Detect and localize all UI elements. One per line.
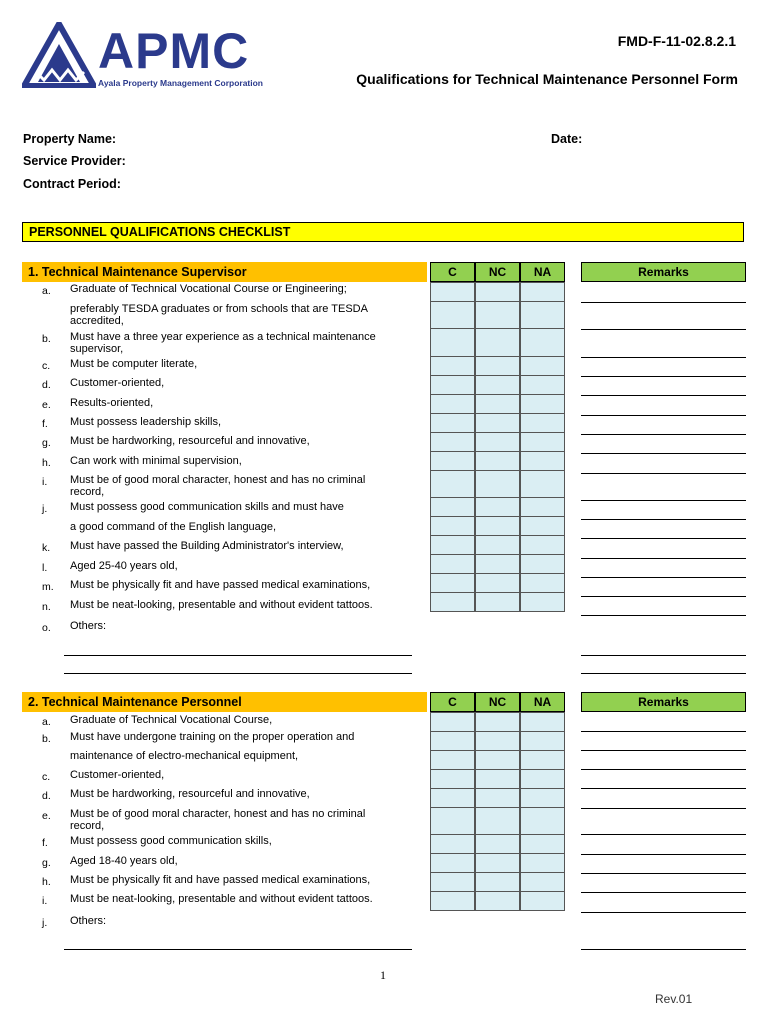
remarks-line[interactable] — [581, 769, 746, 770]
c-checkbox-cell[interactable] — [430, 769, 475, 789]
nc-checkbox-cell[interactable] — [475, 891, 520, 911]
item-text: Must be neat-looking, presentable and without evident tattoos. — [70, 599, 373, 611]
item-letter: j. — [42, 917, 48, 929]
remarks-line[interactable] — [581, 519, 746, 520]
item-text: Must possess good communication skills, — [70, 835, 272, 847]
item-letter: h. — [42, 457, 51, 469]
remarks-line[interactable] — [581, 538, 746, 539]
c-checkbox-cell[interactable] — [430, 872, 475, 892]
item-text: Must be computer literate, — [70, 358, 198, 370]
na-checkbox-cell[interactable] — [520, 788, 565, 808]
c-checkbox-cell[interactable] — [430, 592, 475, 612]
item-letter: g. — [42, 437, 51, 449]
others-line[interactable] — [64, 673, 412, 674]
remarks-line[interactable] — [581, 395, 746, 396]
section1-title: 1. Technical Maintenance Supervisor — [22, 262, 427, 282]
c-checkbox-cell[interactable] — [430, 834, 475, 854]
na-checkbox-cell[interactable] — [520, 375, 565, 395]
item-letter: h. — [42, 876, 51, 888]
section2-title: 2. Technical Maintenance Personnel — [22, 692, 427, 712]
na-checkbox-cell[interactable] — [520, 394, 565, 414]
checklist-title: PERSONNEL QUALIFICATIONS CHECKLIST — [22, 222, 744, 242]
item-text: Must be hardworking, resourceful and innovative, — [70, 435, 310, 447]
remarks-line[interactable] — [581, 854, 746, 855]
item-letter: m. — [42, 581, 54, 593]
remarks-line[interactable] — [581, 673, 746, 674]
nc-checkbox-cell[interactable] — [475, 375, 520, 395]
c-checkbox-cell[interactable] — [430, 301, 475, 329]
logo-wordmark: APMC — [98, 23, 250, 79]
form-code: FMD-F-11-02.8.2.1 — [617, 33, 736, 49]
nc-checkbox-cell[interactable] — [475, 497, 520, 517]
date-label: Date: — [551, 132, 583, 146]
remarks-line[interactable] — [581, 577, 746, 578]
item-letter: d. — [42, 379, 51, 391]
item-text: Must be physically fit and have passed medical examinations, — [70, 874, 371, 886]
remarks-line[interactable] — [581, 415, 746, 416]
item-letter: e. — [42, 399, 51, 411]
c-checkbox-cell[interactable] — [430, 807, 475, 835]
na-checkbox-cell[interactable] — [520, 872, 565, 892]
item-text: a good command of the English language, — [70, 521, 277, 533]
item-letter: c. — [42, 771, 51, 783]
item-text: maintenance of electro-mechanical equipment, — [70, 750, 299, 762]
na-checkbox-cell[interactable] — [520, 592, 565, 612]
item-letter: i. — [42, 895, 48, 907]
c-checkbox-cell[interactable] — [430, 375, 475, 395]
form-title: Qualifications for Technical Maintenance Personnel Form — [356, 71, 738, 87]
apmc-logo-icon — [22, 22, 96, 88]
item-text: Must have a three year experience as a technical maintenance supervisor, — [70, 331, 376, 355]
item-text: Must be of good moral character, honest and has no criminal record, — [70, 808, 366, 832]
item-letter: e. — [42, 810, 51, 822]
nc-checkbox-cell[interactable] — [475, 807, 520, 835]
na-checkbox-cell[interactable] — [520, 282, 565, 302]
nc-checkbox-cell[interactable] — [475, 451, 520, 471]
remarks-line[interactable] — [581, 655, 746, 656]
c-checkbox-cell[interactable] — [430, 328, 475, 357]
remarks-line[interactable] — [581, 615, 746, 616]
remarks-line[interactable] — [581, 302, 746, 303]
item-text: Must have passed the Building Administrator's interview, — [70, 540, 344, 552]
remarks-line[interactable] — [581, 912, 746, 913]
item-text: Must be physically fit and have passed medical examinations, — [70, 579, 371, 591]
item-text: Others: — [70, 620, 107, 632]
nc-checkbox-cell[interactable] — [475, 731, 520, 751]
na-checkbox-cell[interactable] — [520, 516, 565, 536]
item-letter: f. — [42, 837, 48, 849]
nc-checkbox-cell[interactable] — [475, 554, 520, 574]
item-letter: n. — [42, 601, 51, 613]
remarks-line[interactable] — [581, 949, 746, 950]
item-letter: i. — [42, 476, 48, 488]
item-letter: j. — [42, 503, 48, 515]
nc-checkbox-cell[interactable] — [475, 592, 520, 612]
section2-col-na: NA — [520, 692, 565, 712]
remarks-line[interactable] — [581, 873, 746, 874]
c-checkbox-cell[interactable] — [430, 750, 475, 770]
section2-col-remarks: Remarks — [581, 692, 746, 712]
na-checkbox-cell[interactable] — [520, 301, 565, 329]
c-checkbox-cell[interactable] — [430, 413, 475, 433]
contract-period-label: Contract Period: — [23, 177, 121, 191]
c-checkbox-cell[interactable] — [430, 731, 475, 751]
nc-checkbox-cell[interactable] — [475, 470, 520, 498]
c-checkbox-cell[interactable] — [430, 432, 475, 452]
nc-checkbox-cell[interactable] — [475, 573, 520, 593]
nc-checkbox-cell[interactable] — [475, 356, 520, 376]
na-checkbox-cell[interactable] — [520, 750, 565, 770]
c-checkbox-cell[interactable] — [430, 394, 475, 414]
others-line[interactable] — [64, 949, 412, 950]
na-checkbox-cell[interactable] — [520, 554, 565, 574]
nc-checkbox-cell[interactable] — [475, 516, 520, 536]
item-text: Aged 18-40 years old, — [70, 855, 178, 867]
item-text: Must possess good communication skills and must have — [70, 501, 344, 513]
na-checkbox-cell[interactable] — [520, 573, 565, 593]
remarks-line[interactable] — [581, 750, 746, 751]
na-checkbox-cell[interactable] — [520, 891, 565, 911]
item-text: Must have undergone training on the proper operation and — [70, 731, 355, 743]
item-letter: k. — [42, 542, 51, 554]
item-letter: f. — [42, 418, 48, 430]
c-checkbox-cell[interactable] — [430, 497, 475, 517]
item-text: Graduate of Technical Vocational Course, — [70, 714, 273, 726]
item-text: preferably TESDA graduates or from schools that are TESDA accredited, — [70, 303, 368, 327]
c-checkbox-cell[interactable] — [430, 470, 475, 498]
na-checkbox-cell[interactable] — [520, 769, 565, 789]
nc-checkbox-cell[interactable] — [475, 853, 520, 873]
nc-checkbox-cell[interactable] — [475, 535, 520, 555]
na-checkbox-cell[interactable] — [520, 731, 565, 751]
item-letter: b. — [42, 333, 51, 345]
na-checkbox-cell[interactable] — [520, 834, 565, 854]
na-checkbox-cell[interactable] — [520, 356, 565, 376]
nc-checkbox-cell[interactable] — [475, 432, 520, 452]
nc-checkbox-cell[interactable] — [475, 712, 520, 732]
remarks-line[interactable] — [581, 500, 746, 501]
nc-checkbox-cell[interactable] — [475, 394, 520, 414]
item-text: Must possess leadership skills, — [70, 416, 222, 428]
remarks-line[interactable] — [581, 329, 746, 330]
item-text: Must be hardworking, resourceful and innovative, — [70, 788, 310, 800]
item-text: Must be of good moral character, honest and has no criminal record, — [70, 474, 366, 498]
nc-checkbox-cell[interactable] — [475, 750, 520, 770]
remarks-line[interactable] — [581, 473, 746, 474]
revision-label: Rev.01 — [655, 992, 693, 1006]
remarks-line[interactable] — [581, 788, 746, 789]
item-letter: o. — [42, 622, 51, 634]
na-checkbox-cell[interactable] — [520, 853, 565, 873]
na-checkbox-cell[interactable] — [520, 535, 565, 555]
section2-col-c: C — [430, 692, 475, 712]
c-checkbox-cell[interactable] — [430, 573, 475, 593]
item-letter: c. — [42, 360, 51, 372]
na-checkbox-cell[interactable] — [520, 328, 565, 357]
c-checkbox-cell[interactable] — [430, 554, 475, 574]
nc-checkbox-cell[interactable] — [475, 834, 520, 854]
remarks-line[interactable] — [581, 453, 746, 454]
c-checkbox-cell[interactable] — [430, 516, 475, 536]
section2-col-nc: NC — [475, 692, 520, 712]
section1-col-nc: NC — [475, 262, 520, 282]
nc-checkbox-cell[interactable] — [475, 769, 520, 789]
na-checkbox-cell[interactable] — [520, 451, 565, 471]
item-letter: d. — [42, 790, 51, 802]
remarks-line[interactable] — [581, 731, 746, 732]
item-text: Customer-oriented, — [70, 769, 165, 781]
c-checkbox-cell[interactable] — [430, 788, 475, 808]
na-checkbox-cell[interactable] — [520, 432, 565, 452]
c-checkbox-cell[interactable] — [430, 712, 475, 732]
others-line[interactable] — [64, 655, 412, 656]
item-text: Aged 25-40 years old, — [70, 560, 178, 572]
logo-subtitle: Ayala Property Management Corporation — [98, 78, 263, 88]
c-checkbox-cell[interactable] — [430, 282, 475, 302]
remarks-line[interactable] — [581, 376, 746, 377]
na-checkbox-cell[interactable] — [520, 470, 565, 498]
page-number: 1 — [380, 968, 386, 982]
service-provider-label: Service Provider: — [23, 154, 126, 168]
remarks-line[interactable] — [581, 834, 746, 835]
nc-checkbox-cell[interactable] — [475, 328, 520, 357]
section1-col-remarks: Remarks — [581, 262, 746, 282]
na-checkbox-cell[interactable] — [520, 413, 565, 433]
nc-checkbox-cell[interactable] — [475, 788, 520, 808]
item-text: Others: — [70, 915, 107, 927]
section1-col-c: C — [430, 262, 475, 282]
remarks-line[interactable] — [581, 808, 746, 809]
item-text: Results-oriented, — [70, 397, 154, 409]
item-letter: l. — [42, 562, 48, 574]
item-letter: a. — [42, 716, 51, 728]
remarks-line[interactable] — [581, 434, 746, 435]
remarks-line[interactable] — [581, 596, 746, 597]
remarks-line[interactable] — [581, 892, 746, 893]
item-text: Can work with minimal supervision, — [70, 455, 242, 467]
nc-checkbox-cell[interactable] — [475, 413, 520, 433]
remarks-line[interactable] — [581, 558, 746, 559]
c-checkbox-cell[interactable] — [430, 451, 475, 471]
c-checkbox-cell[interactable] — [430, 853, 475, 873]
c-checkbox-cell[interactable] — [430, 891, 475, 911]
item-letter: a. — [42, 285, 51, 297]
item-text: Must be neat-looking, presentable and without evident tattoos. — [70, 893, 373, 905]
item-text: Customer-oriented, — [70, 377, 165, 389]
na-checkbox-cell[interactable] — [520, 807, 565, 835]
nc-checkbox-cell[interactable] — [475, 301, 520, 329]
remarks-line[interactable] — [581, 357, 746, 358]
na-checkbox-cell[interactable] — [520, 497, 565, 517]
item-letter: b. — [42, 733, 51, 745]
item-letter: g. — [42, 857, 51, 869]
item-text: Graduate of Technical Vocational Course or Engineering; — [70, 283, 347, 295]
nc-checkbox-cell[interactable] — [475, 872, 520, 892]
c-checkbox-cell[interactable] — [430, 356, 475, 376]
nc-checkbox-cell[interactable] — [475, 282, 520, 302]
c-checkbox-cell[interactable] — [430, 535, 475, 555]
section1-col-na: NA — [520, 262, 565, 282]
property-name-label: Property Name: — [23, 132, 117, 146]
na-checkbox-cell[interactable] — [520, 712, 565, 732]
